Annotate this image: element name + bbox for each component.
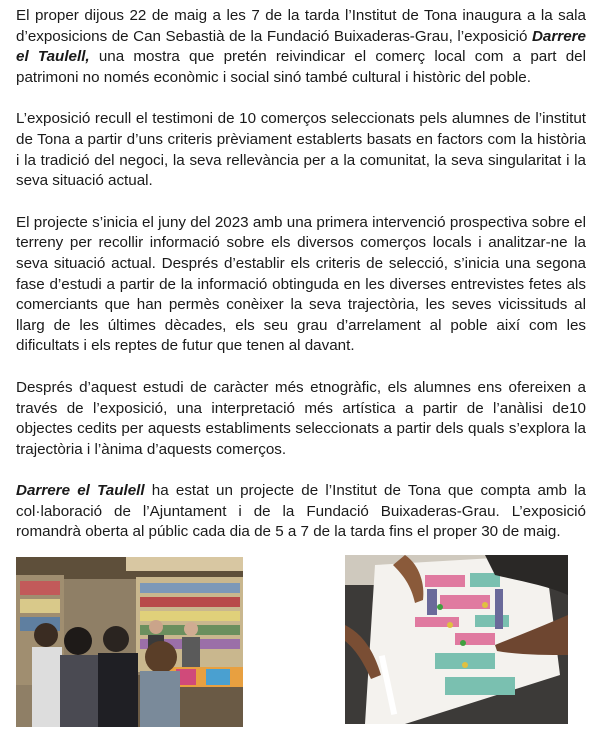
paragraph-1-text-a: El proper dijous 22 de maig a les 7 de la tarda l’Institut de Tona inaugura a la sala d’exposicions de Can Sebastià de la Fundació Buixaderas-Grau, l’exposició xyxy=(16,7,586,45)
article-body xyxy=(16,6,586,543)
shop-visit-photo xyxy=(16,557,243,727)
paragraph-1-text-b: una mostra que pretén reivindicar el comerç local com a part del patrimoni no només econòmic i social sinó també cultural i històric del poble. xyxy=(16,48,586,86)
exhibition-title: Darrere el Taulell, xyxy=(16,27,586,66)
paragraph-1 xyxy=(16,6,586,88)
paragraph-2: L’exposició recull el testimoni de 10 comerços seleccionats pels alumnes de l’institut de Tona a partir d’uns criteris prèviament establerts basats en factors com la història i la tradició del negoci, la seva rellevància per a la comunitat, la seva singularitat i la seva situació actual. xyxy=(16,110,586,190)
exhibition-title-2: Darrere el Taulell xyxy=(16,482,145,500)
paragraph-4: Després d’aquest estudi de caràcter més etnogràfic, els alumnes ens ofereixen a través de l’exposició, una interpretació més artística a partir de l’anàlisi de10 objectes cedits per aquests establiments seleccionats a partir dels quals s’explora la trajectòria i l’ànima d’aquests comerços. xyxy=(16,378,586,458)
paragraph-3: El projecte s’inicia el juny del 2023 amb una primera intervenció prospectiva sobre el terreny per recollir informació sobre els diversos comerços locals i analitzar-ne la seva situació actual. Després d’establir els criteris de selecció, s’inicia una segona fase d’estudi a partir de la informació obtinguda en les diverses entrevistes fetes als comerciants que han permès conèixer la seva trajectòria, les seves vicissituds al llarg de les últimes dècades, els seu grau d’arrelament al poble així com les dificultats i els reptes de futur que tenen al davant. xyxy=(16,213,586,355)
paragraph-5-text: ha estat un projecte de l’Institut de Tona que compta amb la col·laboració de l’Ajuntament i de la Fundació Buixaderas-Grau. L’exposició romandrà oberta al públic cada dia de 5 a 7 de la tarda fins el proper 30 de maig. xyxy=(16,482,587,541)
map-study-photo xyxy=(345,555,568,724)
paragraph-5 xyxy=(16,481,586,543)
